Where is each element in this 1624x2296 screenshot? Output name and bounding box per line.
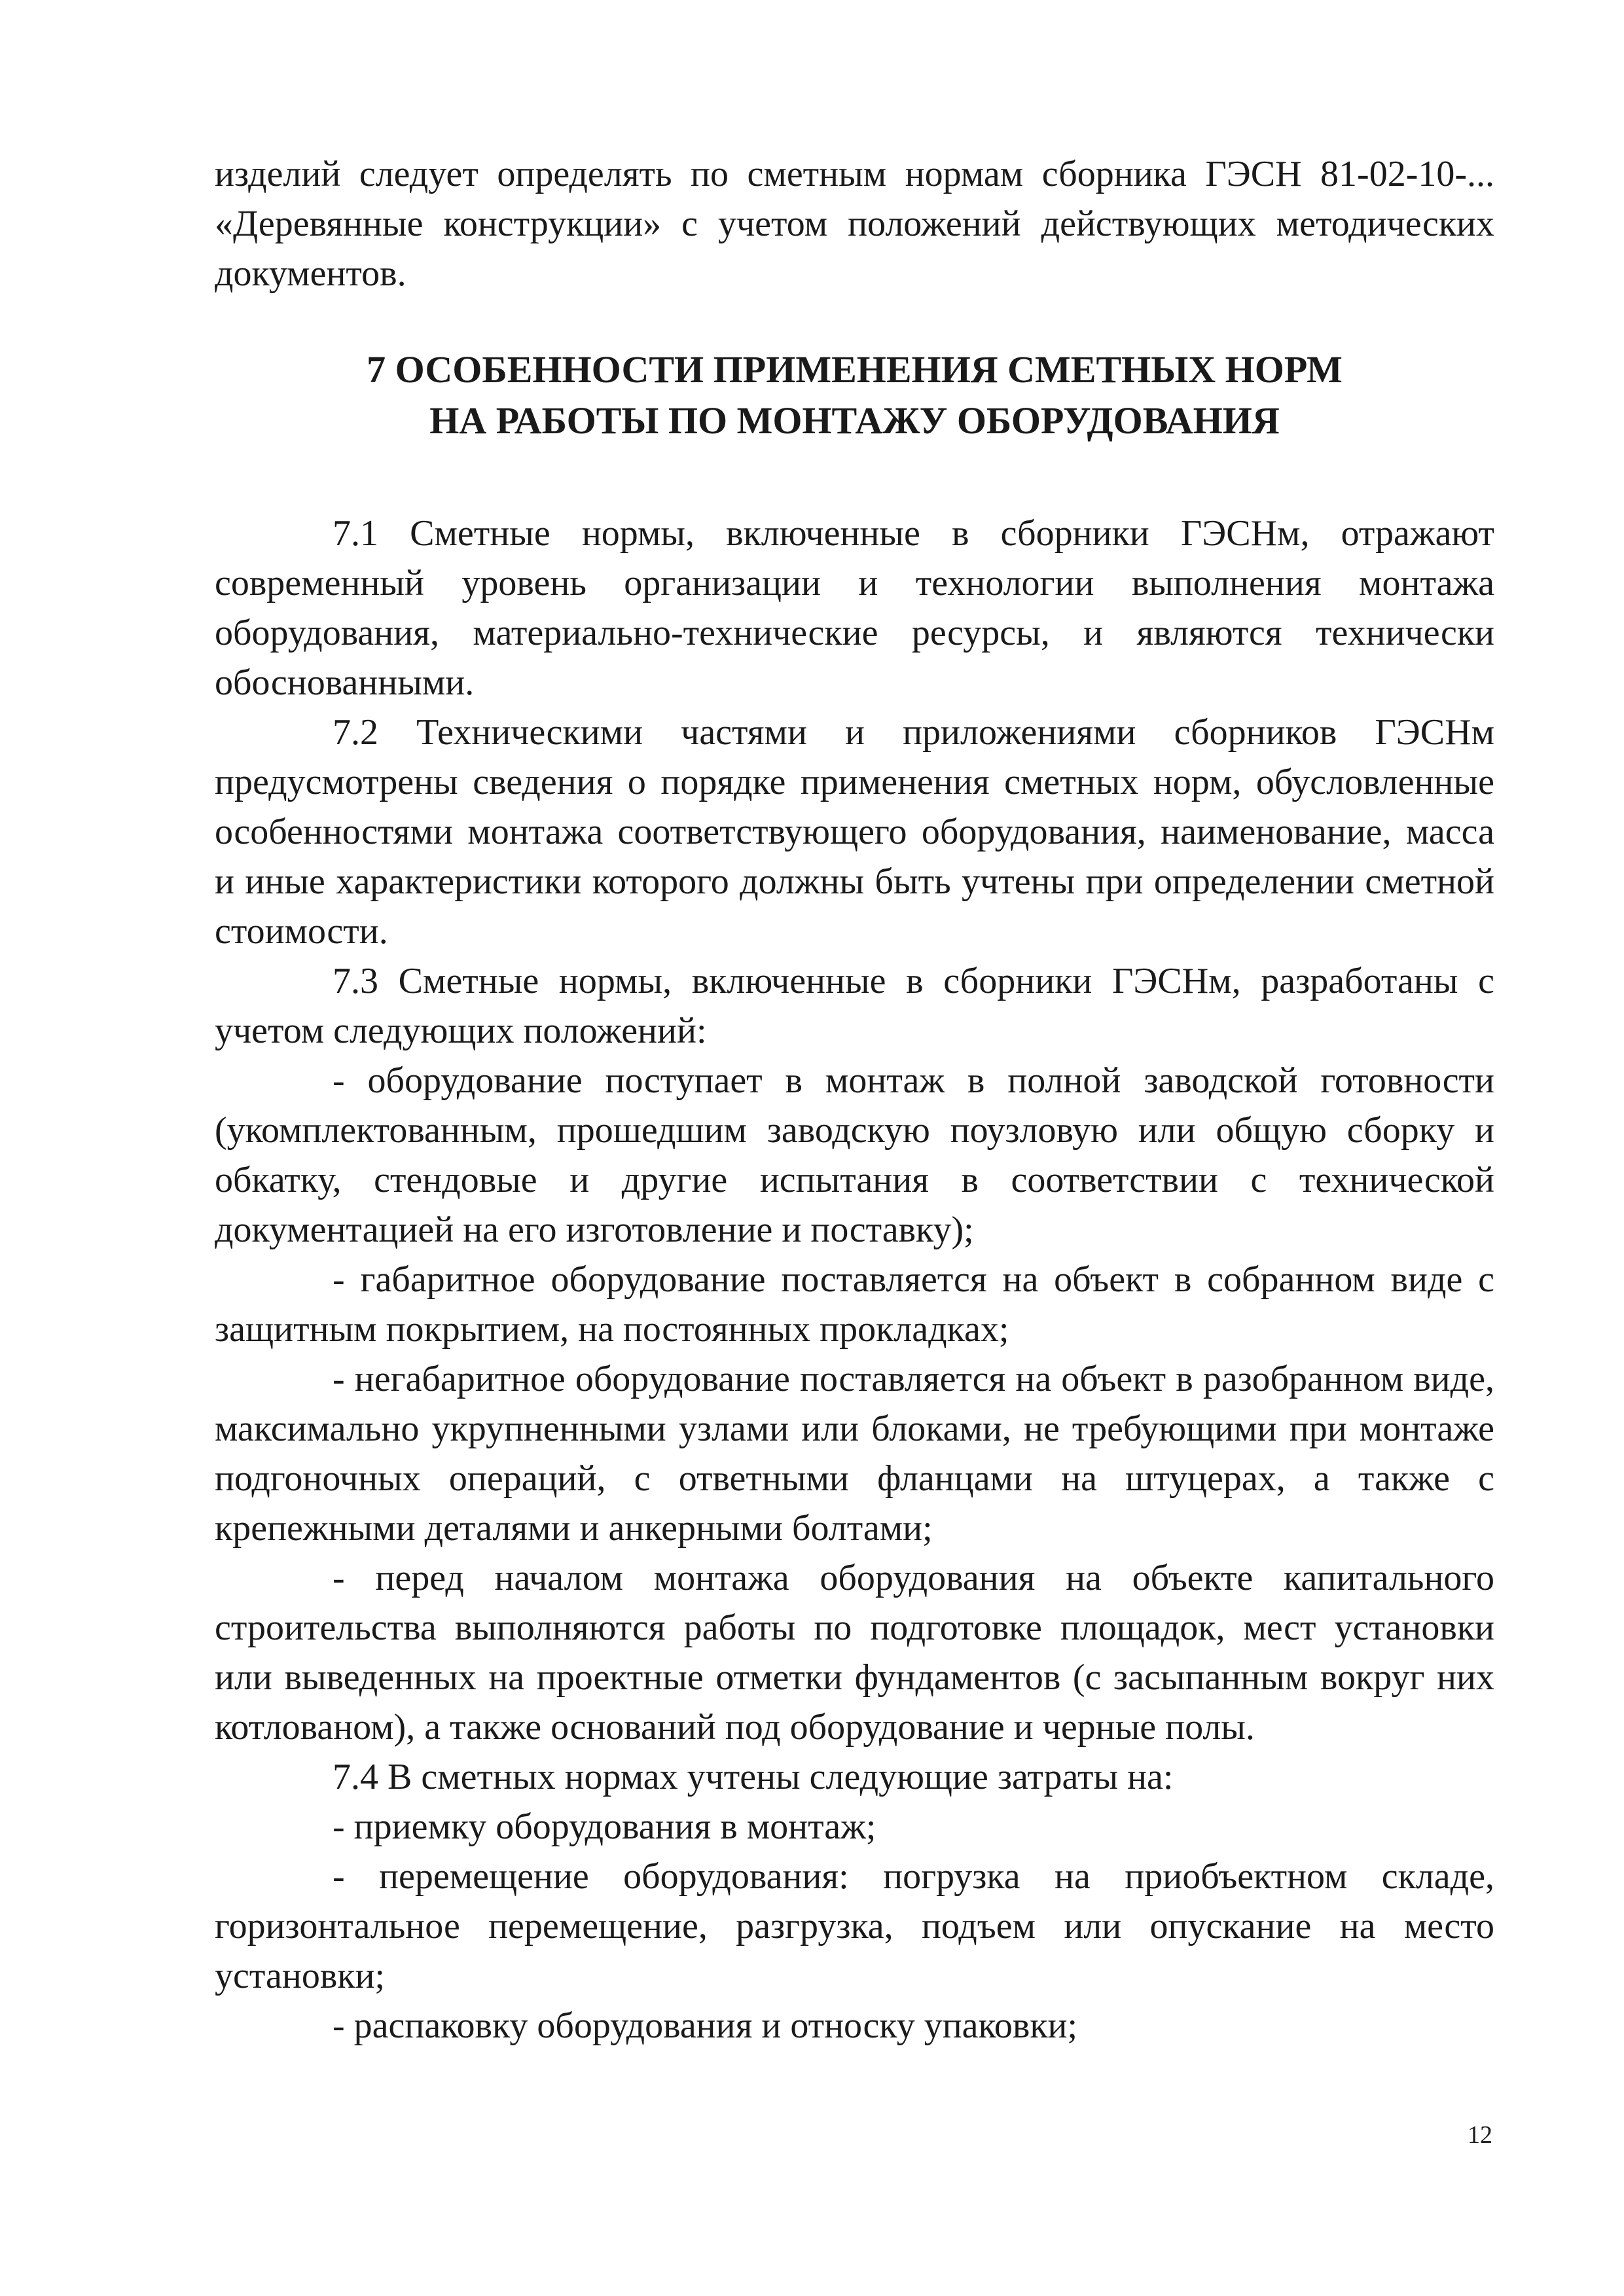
list-item: - оборудование поступает в монтаж в полной заводской готовности (укомплектованным, прошедшим заводскую поузловую или общую сборку и обкатку, стендовые и другие испытания в соответствии с технической документацией на его изготовление и поставку); [215, 1060, 1494, 1250]
paragraph-7-2: 7.2 Техническими частями и приложениями сборников ГЭСНм предусмотрены сведения о порядке применения сметных норм, обусловленные особенностями монтажа соответствующего оборудования, наименование, масса и иные характеристики которого должны быть учтены при определении сметной стоимости. [215, 712, 1494, 952]
section-heading-line-2: НА РАБОТЫ ПО МОНТАЖУ ОБОРУДОВАНИЯ [429, 399, 1280, 442]
document-page [215, 149, 1494, 2051]
list-item: - приемку оборудования в монтаж; [333, 1806, 876, 1847]
paragraph-7-3: 7.3 Сметные нормы, включенные в сборники ГЭСНм, разработаны с учетом следующих положений: [215, 961, 1494, 1051]
paragraph-7-1: 7.1 Сметные нормы, включенные в сборники ГЭСНм, отражают современный уровень организации и технологии выполнения монтажа оборудования, материально-технические ресурсы, и являются технически обоснованными. [215, 513, 1494, 703]
page-number: 12 [1468, 2121, 1492, 2149]
paragraph-7-4: 7.4 В сметных нормах учтены следующие затраты на: [333, 1757, 1174, 1797]
list-item: - перед началом монтажа оборудования на объекте капитального строительства выполняются работы по подготовке площадок, мест установки или выведенных на проектные отметки фундаментов (с засыпанным вокруг них котлованом), а также оснований под оборудование и черные полы. [215, 1558, 1494, 1748]
list-item: - распаковку оборудования и относку упаковки; [333, 2005, 1078, 2046]
intro-paragraph: изделий следует определять по сметным нормам сборника ГЭСН 81-02-10-... «Деревянные конструкции» с учетом положений действующих методических документов. [215, 154, 1494, 294]
list-item: - габаритное оборудование поставляется на объект в собранном виде с защитным покрытием, на постоянных прокладках; [215, 1259, 1494, 1350]
list-item: - негабаритное оборудование поставляется на объект в разобранном виде, максимально укрупненными узлами или блоками, не требующими при монтаже подгоночных операций, с ответными фланцами на штуцерах, а также с крепежными деталями и анкерными болтами; [215, 1359, 1494, 1549]
section-heading [215, 344, 1494, 446]
list-item: - перемещение оборудования: погрузка на приобъектном складе, горизонтальное перемещение, разгрузка, подъем или опускание на место установки; [215, 1856, 1494, 1996]
section-heading-line-1: 7 ОСОБЕННОСТИ ПРИМЕНЕНИЯ СМЕТНЫХ НОРМ [367, 348, 1343, 391]
